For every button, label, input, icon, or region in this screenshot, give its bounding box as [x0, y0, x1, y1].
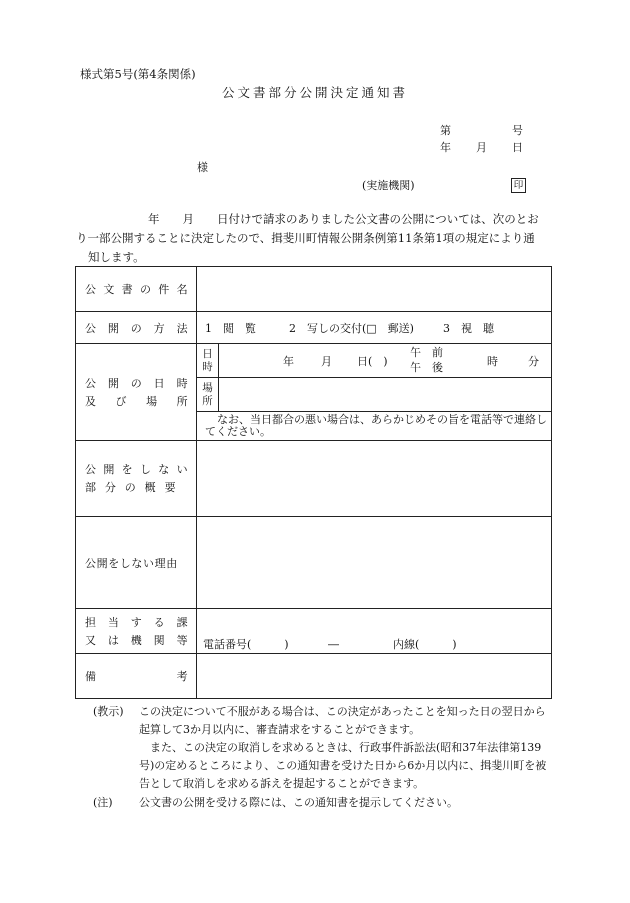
row-reason: [76, 517, 552, 609]
label-remarks-char: 備: [85, 670, 97, 683]
seal-mark: 印: [511, 178, 526, 193]
sub-label-date: 日 時: [197, 344, 219, 378]
dt-minute: 分: [528, 355, 539, 368]
label-reason: 公開をしない理由: [76, 517, 197, 609]
label-subject-char: の: [139, 283, 152, 296]
phone-dash: ―: [328, 638, 339, 651]
label-undisclosed-line2-char: 概: [144, 481, 157, 494]
label-method-char: 法: [176, 321, 188, 335]
label-contact-line1-char: す: [130, 615, 143, 629]
value-reason[interactable]: [197, 517, 552, 609]
number-suffix: 号: [512, 124, 523, 137]
document-title: 公文書部分公開決定通知書: [221, 85, 408, 100]
body-line-3: 知します。: [88, 250, 145, 264]
label-subject-char: 文: [103, 283, 115, 296]
body-line-1: 年 月 日付けで請求のありました公文書の公開については、次のとお: [148, 212, 539, 226]
form-code: 様式第5号(第4条関係): [80, 67, 196, 81]
label-contact-line2-char: 機: [130, 633, 143, 647]
row-remarks: [76, 654, 552, 699]
value-contact[interactable]: [197, 609, 552, 654]
value-subject[interactable]: [197, 267, 552, 312]
label-datetime-line1-char: 日: [153, 376, 166, 390]
label-contact-line2-char: は: [107, 633, 120, 647]
row-method: [76, 312, 552, 344]
label-method-char: 方: [153, 321, 166, 335]
label-undisclosed-line1-char: 開: [103, 463, 115, 476]
label-datetime-line2-char: び: [115, 394, 127, 408]
dt-year: 年: [283, 355, 294, 368]
label-remarks-char: 考: [176, 670, 188, 683]
body-paragraph: [76, 210, 550, 267]
label-datetime-line1-char: 開: [107, 376, 120, 390]
label-undisclosed-line1-char: 公: [85, 463, 97, 476]
date-year: 年: [440, 141, 451, 154]
row-undisclosed-part: [76, 441, 552, 517]
row-contact: [76, 609, 552, 654]
label-undisclosed-line1-char: い: [176, 463, 188, 476]
document-number: [440, 124, 523, 137]
label-subject-char: 公: [85, 283, 97, 296]
label-datetime-line2-char: 及: [85, 394, 97, 408]
label-subject: [76, 267, 197, 312]
value-method: [197, 312, 552, 344]
method-option-1[interactable]: 1 閲 覧: [205, 321, 256, 335]
value-place[interactable]: [219, 378, 552, 412]
label-contact: [76, 609, 197, 654]
label-contact-line1-char: 担: [85, 615, 97, 629]
label-datetime-line1-char: 公: [85, 376, 97, 390]
date-day: 日: [512, 141, 523, 154]
label-undisclosed-line1-char: を: [121, 463, 134, 476]
label-datetime-line1-char: 時: [176, 376, 188, 390]
sub-label-place: 場 所: [197, 378, 219, 412]
extension-label: 内線( ): [393, 638, 457, 651]
label-datetime-line2-char: 所: [176, 394, 188, 408]
dt-pm[interactable]: 午 後: [410, 361, 443, 374]
label-undisclosed-line1-char: な: [158, 463, 170, 476]
label-method: [76, 312, 197, 344]
label-contact-line1-char: 課: [176, 615, 188, 629]
note-tag: (注): [93, 796, 113, 809]
label-method-char: 公: [85, 321, 97, 335]
number-prefix: 第: [440, 124, 451, 137]
label-subject-char: 名: [176, 283, 188, 296]
note-text: 公文書の公開を受ける際には、この通知書を提示してください。: [139, 796, 458, 809]
label-contact-line2-char: 又: [85, 633, 97, 647]
method-option-3[interactable]: 3 視 聴: [442, 321, 494, 335]
date-month: 月: [476, 141, 487, 154]
datetime-notice: なお、当日都合の悪い場合は、あらかじめその旨を電話等で連絡してください。: [197, 412, 552, 441]
label-subject-char: 件: [158, 283, 170, 296]
row-subject: [76, 267, 552, 312]
label-undisclosed-line2-char: 部: [85, 481, 97, 494]
decision-form-table: [75, 266, 552, 699]
dt-month: 月: [321, 355, 332, 368]
label-datetime-line2-char: 場: [146, 394, 158, 408]
agency-label: (実施機関): [362, 179, 415, 192]
body-line-2: り一部公開することに決定したので、揖斐川町情報公開条例第11条第1項の規定により通: [76, 231, 535, 245]
instructions-section: [83, 703, 553, 812]
label-undisclosed-line2-char: の: [124, 481, 137, 494]
dt-am[interactable]: 午 前: [410, 346, 443, 359]
addressee-suffix: 様: [197, 161, 208, 174]
value-date[interactable]: [219, 344, 552, 378]
row-datetime-date: [76, 344, 552, 378]
instruction-tag: (教示): [93, 705, 124, 718]
label-datetime: [76, 344, 197, 441]
label-contact-line2-char: 関: [153, 633, 166, 647]
label-method-char: 開: [107, 321, 120, 335]
document-date: [440, 141, 530, 155]
method-option-2[interactable]: 2 写しの交付(□ 郵送): [289, 321, 414, 335]
label-undisclosed-line1-char: し: [139, 463, 152, 476]
label-undisclosed-line2-char: 分: [104, 481, 117, 494]
value-remarks[interactable]: [197, 654, 552, 699]
label-undisclosed-line2-char: 要: [164, 481, 176, 494]
label-subject-char: 書: [121, 283, 134, 296]
instruction-paragraph-1: この決定について不服がある場合は、この決定があったことを知った日の翌日から起算して3か月以内に、審査請求をすることができます。: [139, 705, 546, 736]
label-datetime-line1-char: の: [130, 376, 143, 390]
label-contact-line1-char: る: [153, 615, 166, 629]
phone-number-label: 電話番号( ): [203, 638, 289, 651]
dt-hour: 時: [487, 355, 498, 368]
label-remarks: [76, 654, 197, 699]
label-contact-line1-char: 当: [107, 615, 120, 629]
label-contact-line2-char: 等: [176, 633, 188, 647]
label-method-char: の: [130, 321, 143, 335]
label-undisclosed-part: [76, 441, 197, 517]
instruction-paragraph-2: また、この決定の取消しを求めるときは、行政事件訴訟法(昭和37年法律第139号)の定めるところにより、この通知書を受けた日から6か月以内に、揖斐川町を被告として取消しを求める訴えを提起することができます。: [139, 741, 547, 790]
dt-day: 日( ): [357, 355, 388, 368]
value-undisclosed-part[interactable]: [197, 441, 552, 517]
